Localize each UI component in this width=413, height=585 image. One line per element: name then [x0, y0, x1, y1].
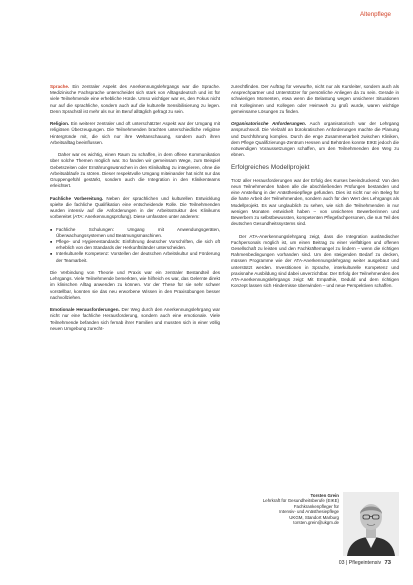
paragraph-text: Der ATA-Anerkennungslehrgang zeigt, dass die Integration ausländischer Fachpersonals möglich ist, um einen Beitrag zu einer vielfältigen und offenen Gesellschaft zu leisten und den Fachkräftemangel zu lindern – wenn die richtigen Rahmenbedingungen vorhanden sind. Um den steigenden Bedarf zu decken, müssen Programme wie der ATA-Anerkennungslehrgang weiter ausgebaut und unterstützt werden. Investitionen in Sprache, interkulturelle Kompetenz und praxisnahe Ausbildung sind dabei unverzichtbar. Der Erfolg der Teilnehmenden des ATA-Anerkennungslehrgangs zeigt: Mit Empathie, Geduld und dem richtigen Konzept lassen sich Hindernisse überwinden – und neue Perspektiven schaffen.: [231, 233, 399, 289]
paragraph-text: Ein zentraler Aspekt des Anerkennungslehrgangs war die Sprache. Medizinische Fachsprache unterscheidet sich stark von Alltagsdeutsch und ist für viele Teilnehmende eine erhebliche Hürde. Umso wichtiger war es, den Fokus nicht nur auf die sprachliche, sondern auch auf die kulturelle Sensibilisierung zu legen. Denn Sprachstil ist mehr als nur im Beruf alltäglich gefragt zu sein.: [50, 84, 220, 114]
list-item: ■ Interkulturelle Kompetenz: Vorstellen der deutschen Arbeitskultur und Förderung der Teamarbeit.: [50, 251, 220, 263]
author-photo: [343, 492, 399, 556]
page-number: 73: [384, 560, 391, 566]
paragraph-organisatorische-anforderungen: [231, 121, 399, 158]
section-heading: Erfolgreiches Modellprojekt: [231, 163, 310, 171]
paragraph-text: Ein weiterer zentraler und oft unterschätzter Aspekt war der Umgang mit religiösen Überzeugungen. Die Teilnehmenden brachten unterschiedliche religiöse Hintergründe mit, die sich nur ihre Weltanschauung, sondern auch ihren Arbeitsalltag beeinflussen.: [50, 121, 220, 145]
author-portrait-icon: [343, 492, 399, 556]
paragraph-text: Der Weg durch den Anerkennungslehrgang war nicht nur eine fachliche Herausforderung, sondern auch eine emotionale. Viele Teilnehmende befanden sich fernab ihrer Familien und mussten sich in einer völlig neuen Umgebung zurecht-: [50, 307, 221, 331]
author-email: torsten.grein@ukgm.de: [293, 520, 339, 526]
paragraph-fachliche-vorbereitung: [50, 196, 220, 221]
author-line: Fachkrankenpfleger für: [293, 503, 339, 509]
paragraph-sprache: [50, 84, 220, 115]
author-name: Torsten Grein: [310, 493, 339, 498]
paragraph-label: Fachliche Vorbereitung.: [50, 195, 104, 201]
paragraph-label: Organisatorische Anforderungen.: [231, 121, 307, 127]
list-item: ■ Pflege- und Hygienestandards: Einführung deutscher Vorschriften, die sich oft erheblich von den Standards der Herkunftsländer unterscheiden.: [50, 239, 220, 251]
paragraph-religion: [50, 121, 220, 146]
author-line: UKGM, Standort Marburg: [289, 514, 339, 520]
paragraph-emotionale-herausforderungen: [50, 307, 220, 332]
page-footer: [339, 560, 391, 566]
left-column: [50, 84, 220, 338]
footer-label: 03 | Pflegeintensiv: [338, 560, 382, 566]
paragraph-text: Auch organisatorisch war der Lehrgang anspruchsvoll. Die Vielzahl an bürokratischen Anforderungen machte die Planung und Durchführung komplex. Durch die enge Zusammenarbeit zwischen Kliniken, dem Pflege Qualifizierungs-Zentrum Hessen und Behörden konnte EIKE jedoch die notwendigen Voraussetzungen schaffen, um den Teilnehmenden den Weg zu ebnen.: [231, 121, 399, 158]
paragraph-text: Daher war es wichtig, einen Raum zu schaffen, in dem offene Kommunikation über solche Themen möglich war. So fanden wir gemeinsam Wege, zum Beispiel Gebetszeiten oder Ernährungswünschen in den Klinikalltag zu integrieren, ohne die Arbeitsabläufe zu stören. Dieser respektvolle Umgang miteinander hat nicht nur das Gruppengefühl gestärkt, sondern auch die Integration in den Klinikenteams erleichtert.: [50, 152, 220, 189]
paragraph-text: Neben der sprachlichen und kulturellen Entwicklung spielte die fachliche Qualifikation eine entscheidende Rolle. Die Teilnehmenden wurden intensiv auf die Anforderungen in der Arbeitsstruktur des Klinikums vorbereitet (ATA: Anerkennungsprüfung). Diese umfassten unter anderem:: [50, 195, 220, 220]
paragraph-label: Sprache.: [50, 84, 70, 89]
list-item: ■ Fachliche Schulungen: Umgang mit Anwendungsgeräten, Überwachungssystemen und Beatmungsmaschinen.: [50, 227, 220, 239]
paragraph-text: Trotz aller Herausforderungen war der Erfolg des Kurses beeindruckend: Von den neun Teilnehmenden haben alle die abschließenden Prüfungen bestanden und eine Anstellung in der Anästhesiepflege gefunden. Dies ist nicht nur ein Beleg für die harte Arbeit der Teilnehmenden, sondern auch für den Wert des Lehrgangs als Modellprojekt. Es war unglaublich zu sehen, wie sich die Teilnehmenden in nur wenigen Monaten entwickelt haben – von unsicheren Bewerberinnen und Bewerbern zu selbstbewussten, kompetenten Pflegefachpersonen, die nun Teil des deutschen Gesundheitssystems sind.: [231, 177, 399, 227]
paragraph-label: Emotionale Herausforderungen.: [50, 307, 120, 313]
author-box: [231, 493, 339, 525]
paragraph-text: Die Verbindung von Theorie und Praxis war ein zentraler Bestandteil des Lehrgangs. Viele Teilnehmende bemerkten, wie hilfreich es war, das Gelernte direkt im klinischen Alltag anwenden zu können. Vor der These für sie sehr schwer vorstellbar, konnten sie das neu erworbene Wissen in den Praxisübungen besser nachvollziehen.: [50, 270, 220, 300]
paragraph-label: Religion.: [50, 121, 70, 127]
right-column: [231, 84, 399, 296]
section-label: Altenpflege: [360, 11, 391, 18]
bullet-list: [50, 227, 220, 264]
author-line: Intensiv- und Anästhesiepflege: [279, 509, 339, 515]
author-line: Lehrkraft für Gesundheitsberufe (EIKE): [262, 498, 339, 504]
paragraph-text: zurechtfinden. Der Auftrag für verwurfte, nicht nur als Kursleiter, sondern auch als Ansprechpartner und Unterstützer für persönliche Anliegen da zu sein. Gerade in schwierigen Momenten, etwa wenn die Belastung wegen unsicherer Situationen mit Kolleginnen und Kollegen oder Heimweh zu groß wurde, waren wichtige gemeinsame Lösungen zu finden.: [231, 84, 399, 114]
